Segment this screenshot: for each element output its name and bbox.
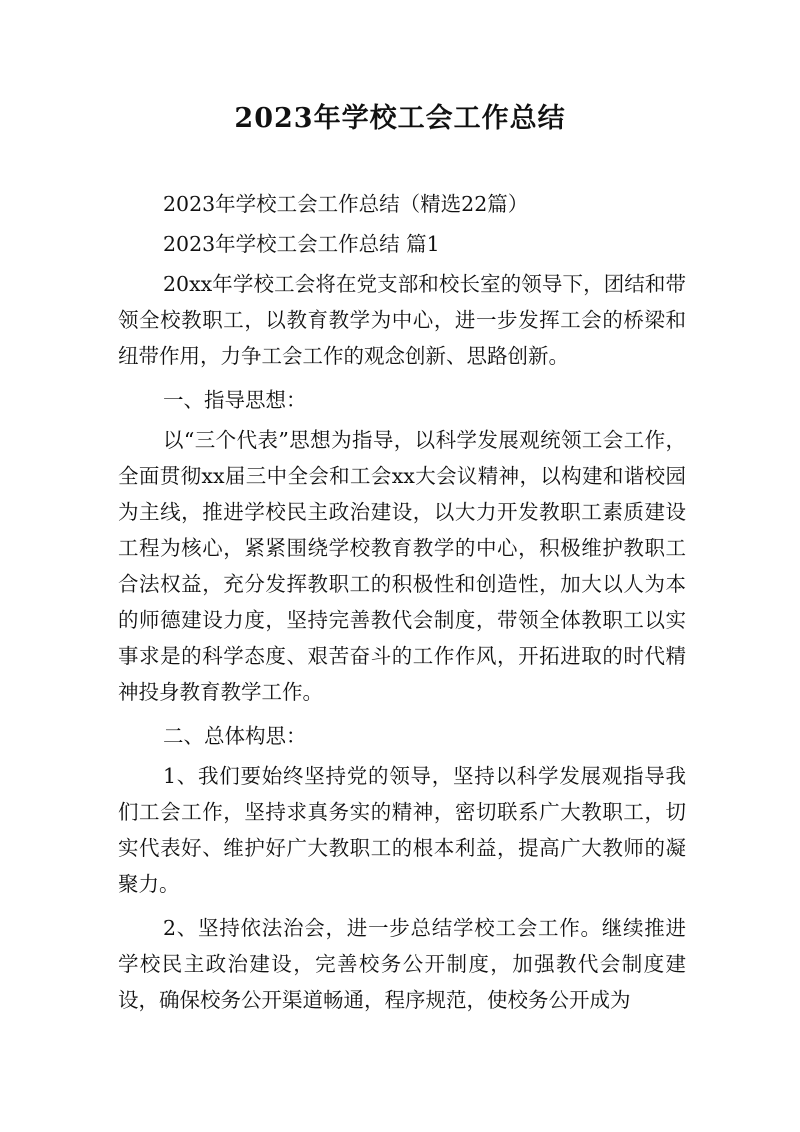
section-heading: 2023年学校工会工作总结 篇1: [163, 232, 440, 256]
heading-overall-concept: 二、总体构思：: [163, 724, 307, 748]
intro-paragraph: 20xx年学校工会将在党支部和校长室的领导下，团结和带领全校教职工，以教育教学为中心，进一步发挥工会的桥梁和纽带作用，力争工会工作的观念创新、思路创新。: [118, 272, 686, 368]
subtitle-paragraph: 2023年学校工会工作总结（精选22篇）: [163, 192, 529, 216]
document-body: [118, 186, 686, 1026]
guiding-ideology-paragraph: 以“三个代表”思想为指导，以科学发展观统领工会工作，全面贯彻xx届三中全会和工会xx大会议精神，以构建和谐校园为主线，推进学校民主政治建设，以大力开发教职工素质建设工程为核心，紧紧围绕学校教育教学的中心，积极维护教职工合法权益，充分发挥教职工的积极性和创造性，加大以人为本的师德建设力度，坚持完善教代会制度，带领全体教职工以实事求是的科学态度、艰苦奋斗的工作作风，开拓进取的时代精神投身教育教学工作。: [118, 428, 686, 704]
heading-guiding-ideology: 一、指导思想：: [163, 388, 307, 412]
concept-item-2: 2、坚持依法治会，进一步总结学校工会工作。继续推进学校民主政治建设，完善校务公开制度，加强教代会制度建设，确保校务公开渠道畅通，程序规范，使校务公开成为: [118, 916, 686, 1012]
concept-item-1: 1、我们要始终坚持党的领导，坚持以科学发展观指导我们工会工作，坚持求真务实的精神，密切联系广大教职工，切实代表好、维护好广大教职工的根本利益，提高广大教师的凝聚力。: [118, 764, 686, 896]
document-title: 2023年学校工会工作总结: [234, 103, 566, 134]
